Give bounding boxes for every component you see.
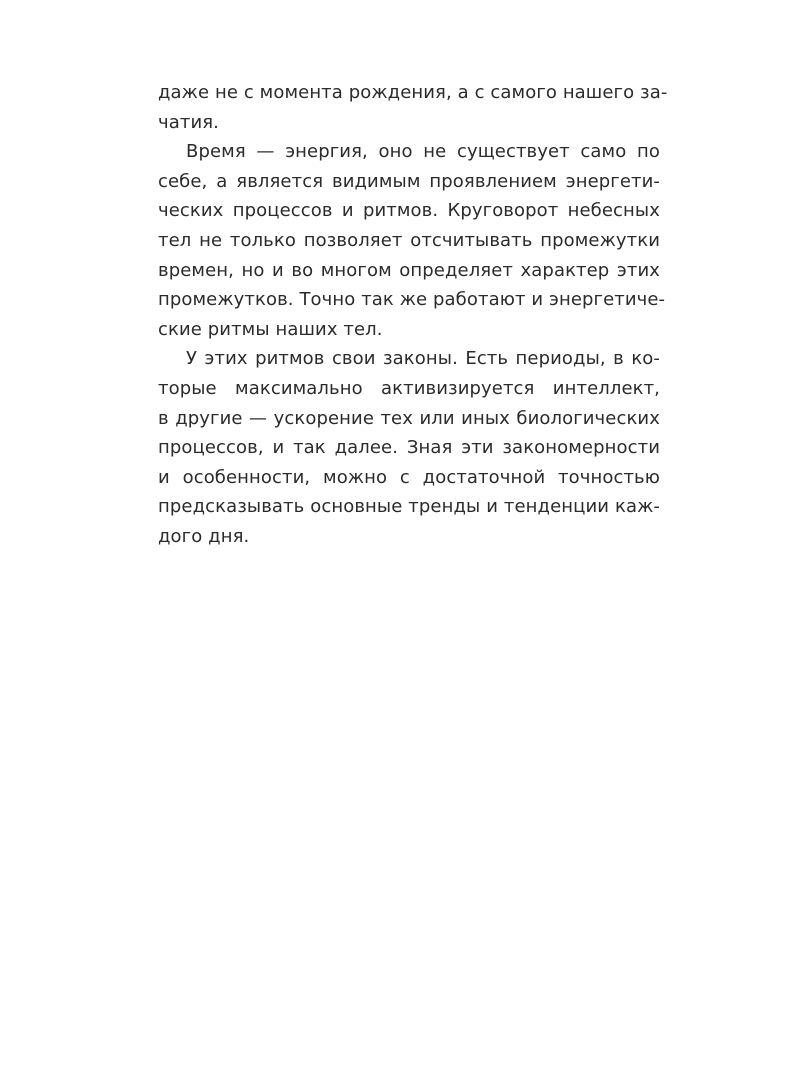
paragraph-1	[158, 78, 668, 137]
text-line: У этих ритмов свои законы. Есть периоды, в ко-	[186, 348, 660, 370]
text-line: времен, но и во многом определяет характер этих	[158, 259, 660, 281]
text-line: тел не только позволяет отсчитывать промежутки	[158, 229, 660, 251]
paragraph-2	[158, 137, 666, 344]
text-line: процессов, и так далее. Зная эти закономерности	[158, 437, 660, 459]
text-line: ские ритмы наших тел.	[158, 318, 383, 340]
text-line: даже не с момента рождения, а с самого нашего за-	[158, 82, 668, 103]
text-line: торые максимально активизируется интеллект,	[158, 377, 660, 399]
text-line: промежутков. Точно так же работают и энергетиче-	[158, 289, 666, 311]
text-line: ческих процессов и ритмов. Круговорот небесных	[158, 200, 660, 222]
text-line: в другие — ускорение тех или иных биологических	[158, 407, 660, 429]
body-text	[158, 78, 668, 552]
text-line: дого дня.	[158, 525, 250, 547]
text-line: Время — энергия, оно не существует само по	[186, 141, 660, 163]
text-line: предсказывать основные тренды и тенденции каж-	[158, 496, 660, 518]
text-line: себе, а является видимым проявлением энергети-	[158, 170, 660, 192]
text-line: и особенности, можно с достаточной точностью	[158, 466, 660, 488]
paragraph-3	[158, 344, 660, 551]
text-line: чатия.	[158, 111, 219, 133]
